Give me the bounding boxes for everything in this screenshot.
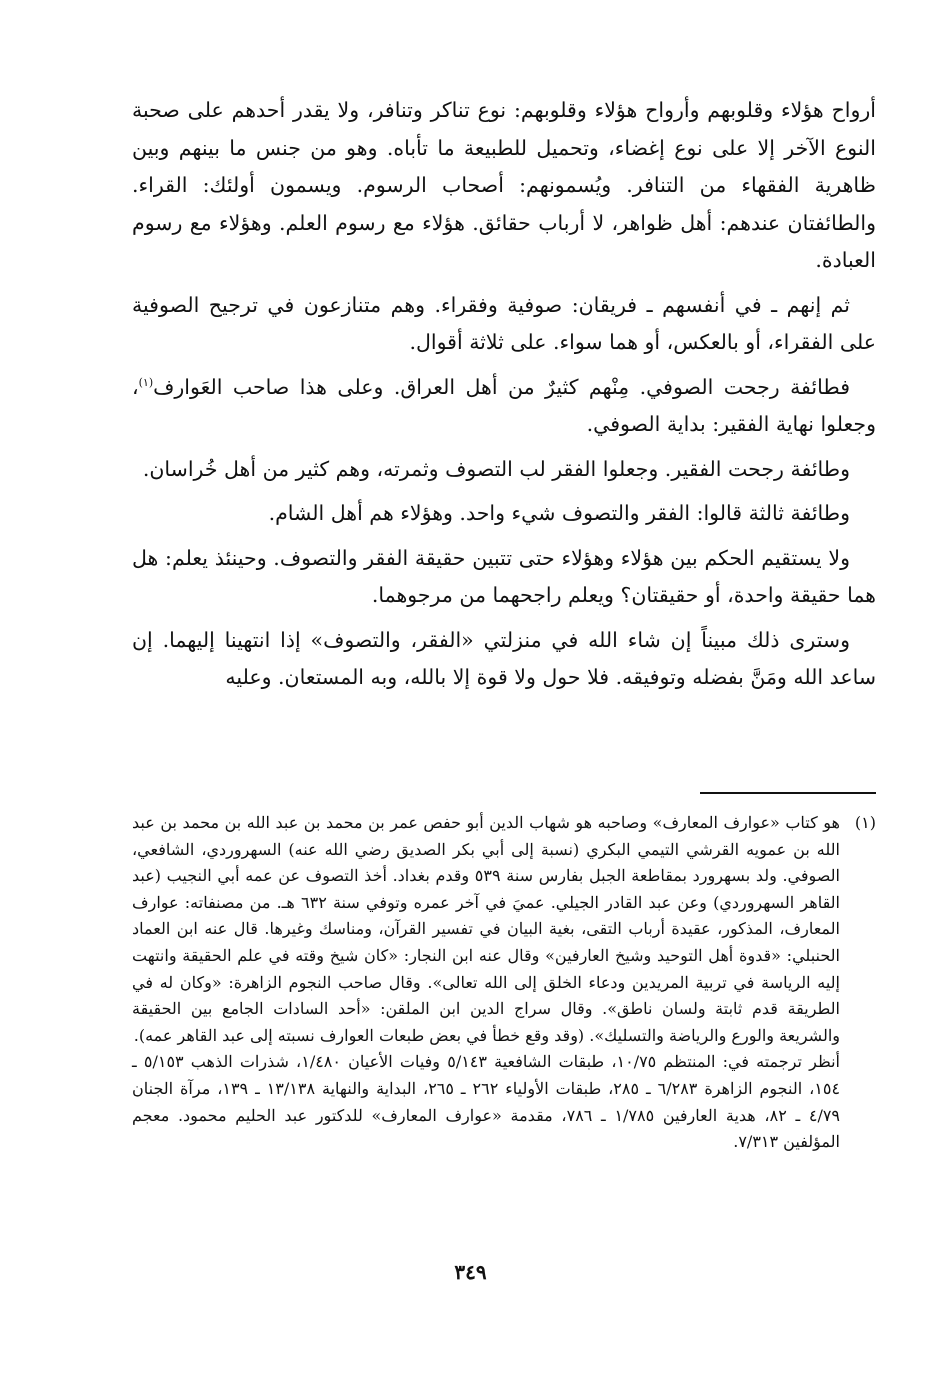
paragraph-3 <box>132 369 876 444</box>
footnote-1 <box>132 810 876 1156</box>
paragraph-3-text-a: فطائفة رجحت الصوفي. مِنْهم كثيرٌ من أهل العراق. وعلى هذا صاحب العَوارف <box>153 374 850 399</box>
footnote-text: هو كتاب «عوارف المعارف» وصاحبه هو شهاب الدين أبو حفص عمر بن محمد بن عبد الله بن محمد بن عبد الله بن عمويه القرشي التيمي البكري (نسبة إلى أبي بكر الصديق رضي الله عنه) السهروردي، الشافعي، الصوفي. ولد بسهرورد بمقاطعة الجبل بفارس سنة ٥٣٩ وقدم بغداد. أخذ التصوف عن عمه أبي النجيب (عبد القاهر السهروردي) وعن عبد القادر الجيلي. عميَ في آخر عمره وتوفي سنة ٦٣٢ هـ. من مصنفاته: عوارف المعارف، المذكور، عقيدة أرباب التقى، بغية البيان في تفسير القرآن، ومناسك وغيرها. قال عنه ابن العماد الحنبلي: «قدوة أهل التوحيد وشيخ العارفين» وقال عنه ابن النجار: «كان شيخ وقته في علم الحقيقة وانتهت إليه الرياسة في تربية المريدين ودعاء الخلق إلى الله تعالى». وقال صاحب النجوم الزاهرة: «وكان له في الطريقة قدم ثابتة ولسان ناطق». وقال سراج الدين ابن الملقن: «أحد السادات الجامع بين الحقيقة والشريعة والورع والرياضة والتسليك». (وقد وقع خطأ في بعض طبعات العوارف نسبته إلى عبد القاهر عمه). <box>132 813 840 1045</box>
footnote-body <box>132 810 840 1156</box>
paragraph-4: وطائفة رجحت الفقير. وجعلوا الفقر لب التصوف وثمرته، وهم كثير من أهل خُراسان. <box>142 456 850 481</box>
paragraph-6: ولا يستقيم الحكم بين هؤلاء وهؤلاء حتى تتبين حقيقة الفقر والتصوف. وحينئذ يعلم: هل هما حقيقة واحدة، أو حقيقتان؟ ويعلم راجحهما من مرجوهما. <box>132 545 876 607</box>
paragraph-1: أرواح هؤلاء وقلوبهم وأرواح هؤلاء وقلوبهم: نوع تناكر وتنافر، ولا يقدر أحدهم على صحبة النوع الآخر إلا على نوع إغضاء، وتحميل للطبيعة ما تأباه. وهو من جنس ما بينهم وبين ظاهرية الفقهاء من التنافر. ويُسمونهم: أصحاب الرسوم. ويسمون أولئك: القراء. والطائفتان عندهم: أهل ظواهر، لا أرباب حقائق. هؤلاء مع رسوم العلم. وهؤلاء مع رسوم العبادة. <box>132 98 877 272</box>
paragraph-2: ثم إنهم ـ في أنفسهم ـ فريقان: صوفية وفقراء. وهم متنازعون في ترجيح الصوفية على الفقراء، أو بالعكس، أو هما سواء. على ثلاثة أقوال. <box>132 292 876 354</box>
page-number: ٣٤٩ <box>454 1260 487 1284</box>
paragraph-5: وطائفة ثالثة قالوا: الفقر والتصوف شيء واحد. وهؤلاء هم أهل الشام. <box>268 501 850 525</box>
main-text <box>132 92 876 704</box>
footnote-reference[interactable]: (١) <box>138 375 154 389</box>
paragraph-3-text-b: ، وجعلوا نهاية الفقير: بداية الصوفي. <box>132 374 876 436</box>
footnote-references: أنظر ترجمته في: المنتظم ١٠/٧٥، طبقات الشافعية ٥/١٤٣ وفيات الأعيان ١/٤٨٠، شذرات الذهب ٥/١٥٣ ـ ١٥٤، النجوم الزاهرة ٦/٢٨٣ ـ ٢٨٥، طبقات الأولياء ٢٦٢ ـ ٢٦٥، البداية والنهاية ١٣/١٣٨ ـ ١٣٩، مرآة الجنان ٤/٧٩ ـ ٨٢، هدية العارفين ١/٧٨٥ ـ ٧٨٦، مقدمة «عوارف المعارف» للدكتور عبد الحليم محمود. معجم المؤلفين ٧/٣١٣. <box>132 1052 841 1152</box>
footnote-number: (١) <box>854 813 876 832</box>
footnote-divider <box>700 792 876 794</box>
footnotes <box>132 810 876 1156</box>
paragraph-7: وسترى ذلك مبيناً إن شاء الله في منزلتي «الفقر، والتصوف» إذا انتهينا إليهما. إن ساعد الله ومَنَّ بفضله وتوفيقه. فلا حول ولا قوة إلا بالله، وبه المستعان. وعليه <box>132 627 876 689</box>
